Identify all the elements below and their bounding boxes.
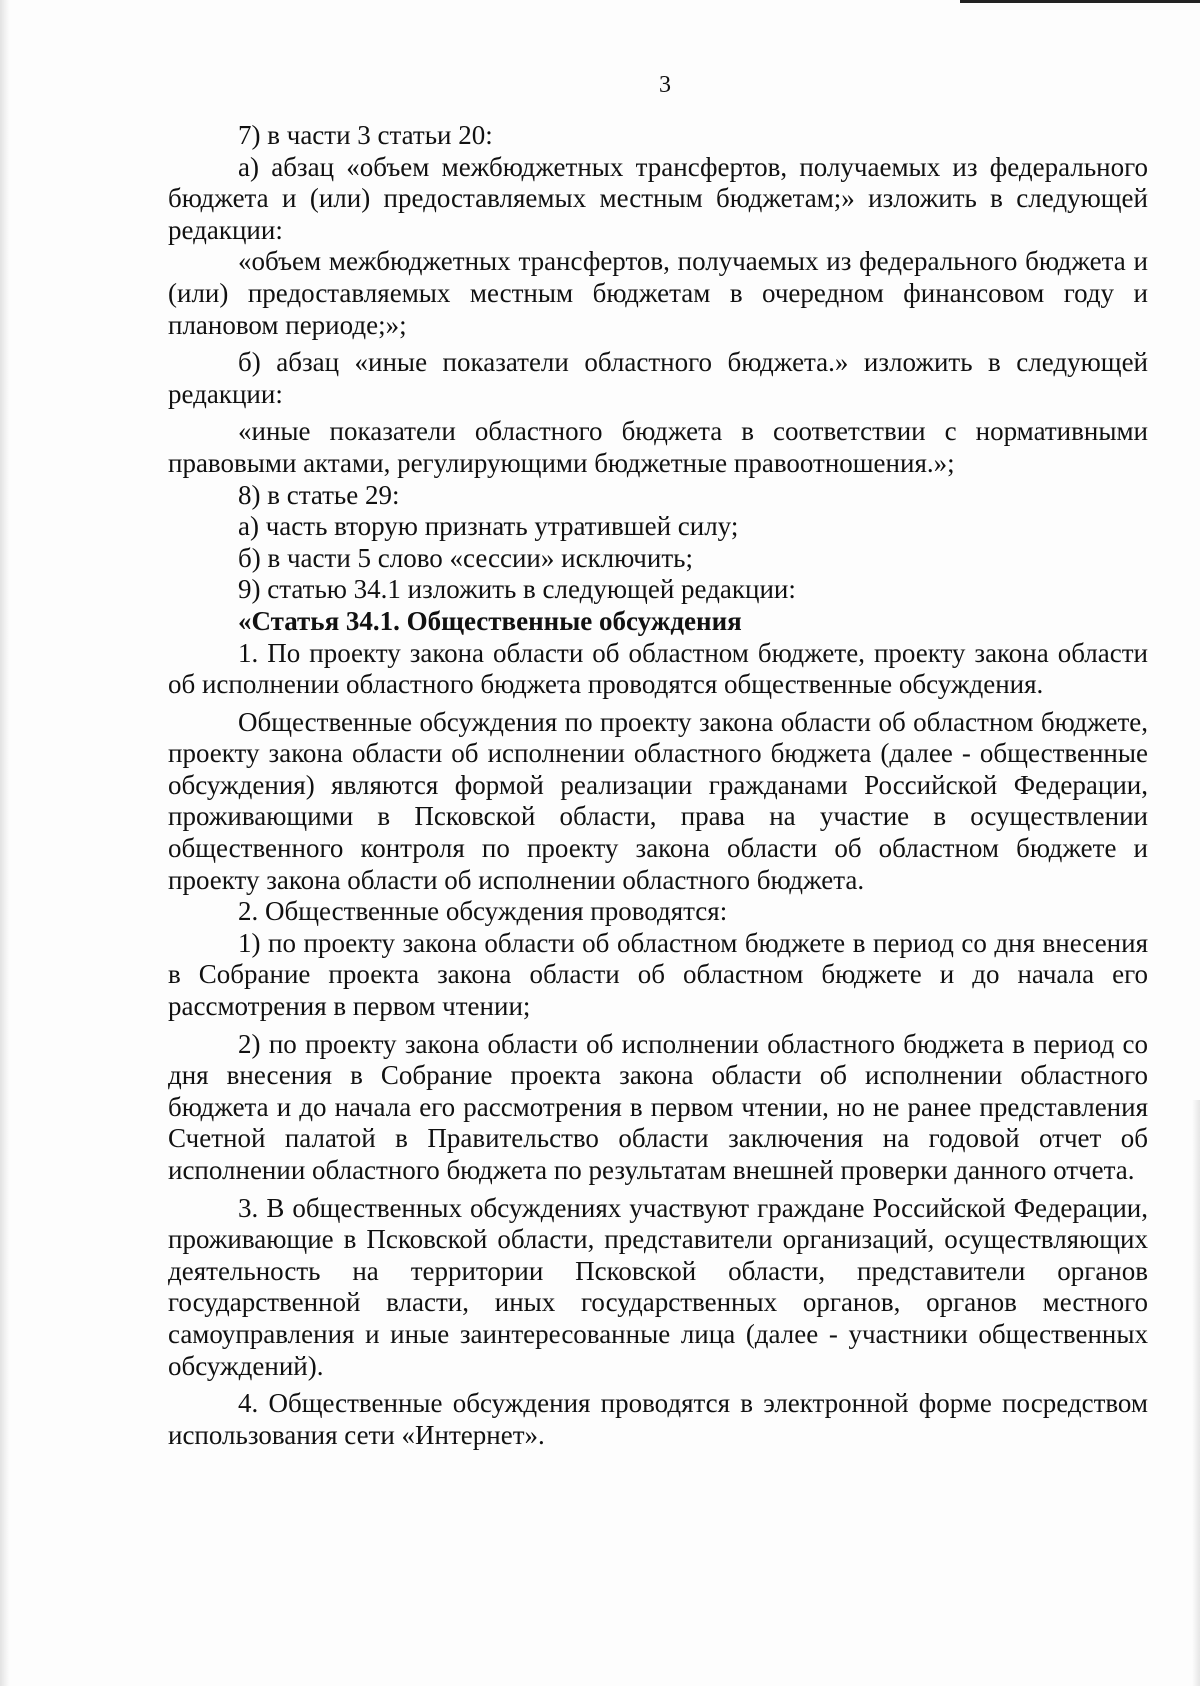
paragraph-article-part-2: 2. Общественные обсуждения проводятся: xyxy=(238,896,728,927)
scan-edge-right xyxy=(1192,1100,1200,1686)
paragraph-quote-indicators: «иные показатели областного бюджета в соответствии с нормативными правовыми актами, регулирующими бюджетные правоотношения.»; xyxy=(168,416,1148,478)
paragraph-part-2-item-1: 1) по проекту закона области об областном бюджете в период со дня внесения в Собрание проекта закона области об областном бюджете и до начала его рассмотрения в первом чтении; xyxy=(168,927,1148,1022)
paragraph-item-7a: а) абзац «объем межбюджетных трансфертов, получаемых из федерального бюджета и (или) предоставляемых местным бюджетам;» изложить в следующей редакции: xyxy=(168,151,1148,245)
paragraph-item-8b: б) в части 5 слово «сессии» исключить; xyxy=(238,542,693,573)
page-number: 3 xyxy=(659,72,671,98)
paragraph-item-7: 7) в части 3 статьи 20: xyxy=(238,120,493,150)
document-body xyxy=(168,120,1148,1451)
paragraph-item-8a: а) часть вторую признать утратившей силу; xyxy=(238,511,739,542)
paragraph-public-discussions-definition: Общественные обсуждения по проекту закона области об областном бюджете, проекту закона области об исполнении областного бюджета (далее - общественные обсуждения) являются формой реализации гражданами Российской Федерации, проживающими в Псковской области, права на участие в осуществлении общественного контроля по проекту закона области об областном бюджете и проекту закона области об исполнении областного бюджета. xyxy=(168,706,1148,895)
paragraph-item-7b: б) абзац «иные показатели областного бюджета.» изложить в следующей редакции: xyxy=(168,347,1148,409)
paragraph-article-part-1: 1. По проекту закона области об областном бюджете, проекту закона области об исполнении областного бюджета проводятся общественные обсуждения. xyxy=(168,637,1148,700)
paragraph-item-9: 9) статью 34.1 изложить в следующей редакции: xyxy=(238,574,796,605)
paragraph-quote-transfers: «объем межбюджетных трансфертов, получаемых из федерального бюджета и (или) предоставляемых местным бюджетам в очередном финансовом году и плановом периоде;»; xyxy=(168,246,1148,340)
scan-edge-left xyxy=(0,0,10,1686)
paragraph-part-2-item-2: 2) по проекту закона области об исполнении областного бюджета в период со дня внесения в Собрание проекта закона области об исполнении областного бюджета и до начала его рассмотрения в первом чтении, но не ранее представления Счетной палатой в Правительство области заключения на годовой отчет об исполнении областного бюджета по результатам внешней проверки данного отчета. xyxy=(168,1028,1148,1185)
article-heading: «Статья 34.1. Общественные обсуждения xyxy=(238,605,742,636)
scan-edge-top xyxy=(960,0,1200,3)
paragraph-article-part-4: 4. Общественные обсуждения проводятся в электронной форме посредством использования сети «Интернет». xyxy=(168,1388,1148,1450)
paragraph-item-8: 8) в статье 29: xyxy=(238,479,400,510)
paragraph-article-part-3: 3. В общественных обсуждениях участвуют граждане Российской Федерации, проживающие в Псковской области, представители организаций, осуществляющих деятельность на территории Псковской области, представители органов государственной власти, иных государственных органов, органов местного самоуправления и иные заинтересованные лица (далее - участники общественных обсуждений). xyxy=(168,1192,1148,1381)
